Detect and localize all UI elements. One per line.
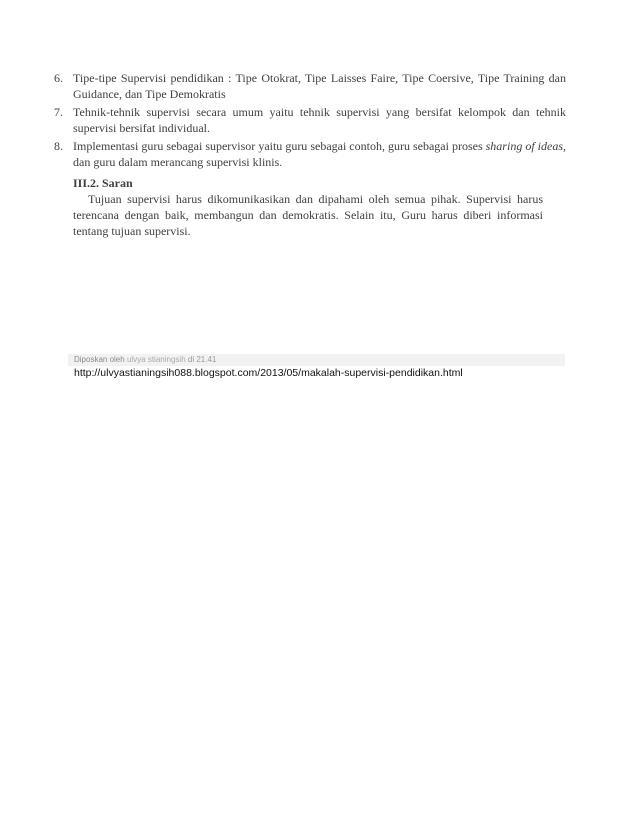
list-text-italic: sharing of ideas, bbox=[485, 139, 566, 153]
saran-section bbox=[73, 175, 543, 239]
list-item bbox=[54, 70, 566, 102]
list-text: Tipe-tipe Supervisi pendidikan : Tipe Otokrat, Tipe Laisses Faire, Tipe Coersive, Tipe Training dan Guidance, dan Tipe Demokratis bbox=[73, 71, 566, 101]
list-number: 8. bbox=[54, 139, 63, 153]
section-heading: III.2. Saran bbox=[73, 176, 133, 190]
list-number: 6. bbox=[54, 71, 63, 85]
list-text-part: dan guru dalam merancang supervisi klinis. bbox=[73, 155, 283, 169]
posted-by-label: Diposkan oleh bbox=[74, 355, 125, 364]
post-time-link[interactable]: 21.41 bbox=[196, 355, 217, 364]
list-item bbox=[54, 104, 566, 136]
list-text-part: Implementasi guru sebagai supervisor yaitu guru sebagai contoh, guru sebagai proses bbox=[73, 139, 486, 153]
section-paragraph: Tujuan supervisi harus dikomunikasikan dan dipahami oleh semua pihak. Supervisi harus terencana dengan baik, membangun dan demokratis. Selain itu, Guru harus diberi informasi tentang tujuan supervisi. bbox=[73, 192, 543, 238]
list-text bbox=[73, 138, 566, 170]
list-text: Tehnik-tehnik supervisi secara umum yaitu tehnik supervisi yang bersifat kelompok dan tehnik supervisi bersifat individual. bbox=[73, 105, 566, 135]
source-url[interactable]: http://ulvyastianingsih088.blogspot.com/2013/05/makalah-supervisi-pendidikan.html bbox=[74, 367, 463, 379]
list-item bbox=[54, 138, 566, 170]
author-link[interactable]: ulvya stianingsih bbox=[126, 355, 186, 364]
conclusion-list bbox=[54, 70, 566, 170]
list-number: 7. bbox=[54, 105, 63, 119]
post-footer bbox=[68, 354, 565, 366]
time-prefix: di bbox=[187, 355, 195, 364]
